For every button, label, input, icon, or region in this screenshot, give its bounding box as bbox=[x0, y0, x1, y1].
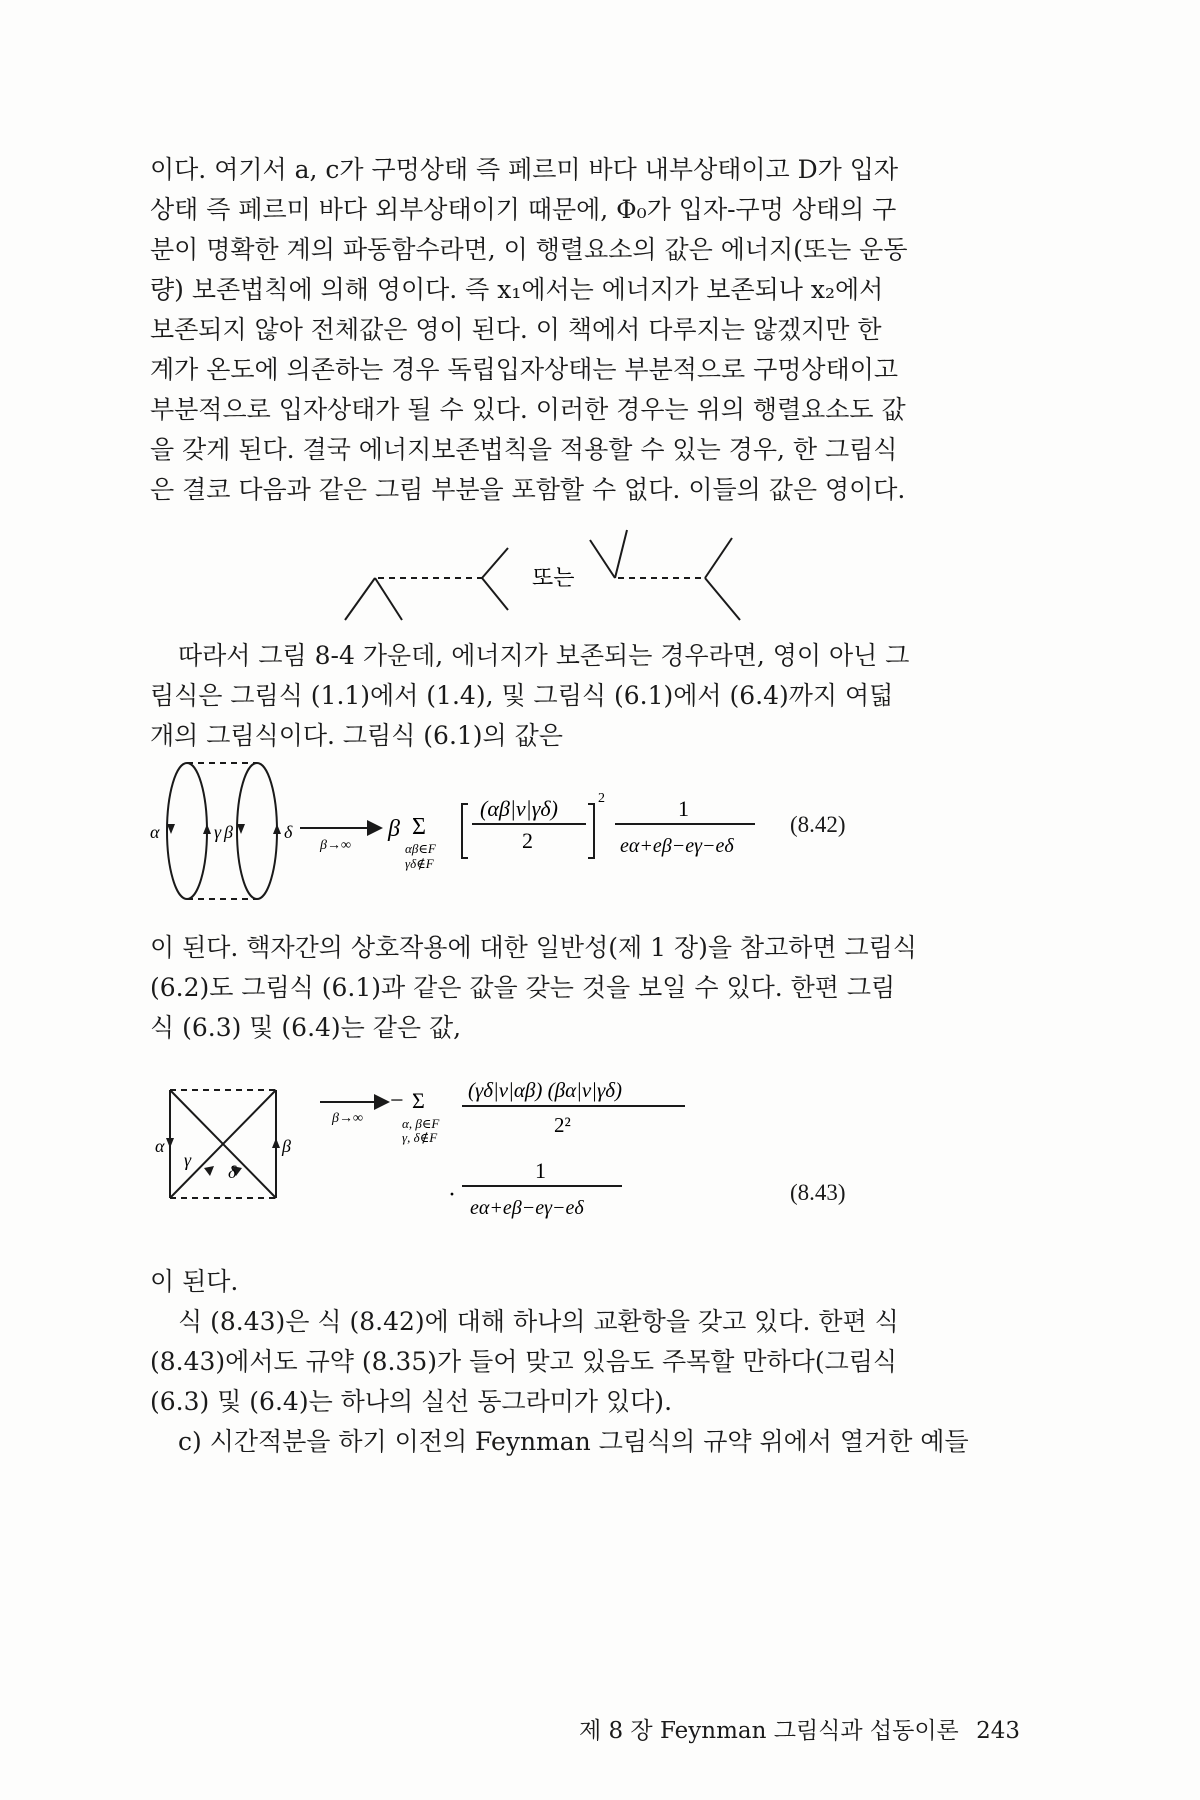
text-line: (6.3) 및 (6.4)는 하나의 실선 동그라미가 있다). bbox=[150, 1387, 673, 1416]
text-line: 이다. 여기서 a, c가 구멍상태 즉 페르미 바다 내부상태이고 D가 입자 bbox=[150, 155, 899, 184]
loop-beta-delta bbox=[237, 763, 277, 899]
arrow-down-icon bbox=[167, 824, 175, 834]
equation-8-42 bbox=[150, 756, 1020, 906]
coefficient: β bbox=[388, 816, 400, 842]
denominator: 2² bbox=[554, 1113, 571, 1137]
text-line: 이 된다. bbox=[150, 1267, 239, 1296]
text-line: 이 된다. 핵자간의 상호작용에 대한 일반성(제 1 장)을 참고하면 그림식 bbox=[150, 933, 917, 962]
text-line: 분이 명확한 계의 파동함수라면, 이 행렬요소의 값은 에너지(또는 운동 bbox=[150, 235, 908, 264]
label-gamma: γ bbox=[214, 822, 222, 842]
label-alpha: α bbox=[155, 1136, 165, 1156]
loop-alpha-gamma bbox=[167, 763, 207, 899]
page bbox=[150, 150, 1020, 1744]
equation-number: (8.43) bbox=[790, 1180, 846, 1205]
power: 2 bbox=[598, 791, 605, 806]
arrow-down-icon bbox=[237, 824, 245, 834]
diagram-line bbox=[705, 578, 740, 620]
sum-subscript-1: α, β∈F bbox=[402, 1116, 440, 1131]
page-footer bbox=[150, 1712, 1020, 1745]
diagram-line bbox=[590, 540, 615, 578]
text-line: 계가 온도에 의존하는 경우 독립입자상태는 부분적으로 구멍상태이고 bbox=[150, 355, 899, 384]
or-label: 또는 bbox=[532, 565, 575, 590]
arrow-up-icon bbox=[272, 1138, 280, 1148]
diagram-line bbox=[345, 578, 375, 620]
diagram-line bbox=[705, 538, 732, 578]
dot-operator: · bbox=[448, 1182, 456, 1208]
arrow-down-icon bbox=[166, 1138, 174, 1148]
equation-8-43-svg bbox=[150, 1062, 1020, 1252]
paragraph-1 bbox=[150, 150, 1020, 510]
forbidden-diagrams-figure bbox=[150, 510, 1020, 630]
limit-label: β→∞ bbox=[320, 838, 351, 853]
text-line: c) 시간적분을 하기 이전의 Feynman 그림식의 규약 위에서 열거한 예들 bbox=[178, 1427, 969, 1456]
sum-symbol: Σ bbox=[412, 1088, 425, 1113]
arrow-up-icon bbox=[203, 824, 211, 834]
text-line: 을 갖게 된다. 결국 에너지보존법칙을 적용할 수 있는 경우, 한 그림식 bbox=[150, 435, 898, 464]
numerator: (αβ|v|γδ) bbox=[480, 796, 558, 821]
sum-symbol: Σ bbox=[412, 814, 426, 840]
label-beta: β bbox=[224, 822, 233, 842]
sum-subscript-1: αβ∈F bbox=[405, 841, 436, 856]
fraction-2-denominator: eα+eβ−eγ−eδ bbox=[470, 1197, 584, 1219]
limit-label: β→∞ bbox=[332, 1111, 363, 1126]
bracket-left bbox=[462, 804, 468, 858]
fraction-2-numerator: 1 bbox=[678, 796, 689, 821]
paragraph-2 bbox=[150, 636, 1020, 756]
text-line: 식 (6.3) 및 (6.4)는 같은 값, bbox=[150, 1013, 462, 1042]
diagram-line bbox=[482, 578, 508, 610]
arrow-up-icon bbox=[273, 824, 281, 834]
text-line: 따라서 그림 8-4 가운데, 에너지가 보존되는 경우라면, 영이 아닌 그 bbox=[178, 641, 910, 670]
minus-sign: − bbox=[390, 1088, 404, 1114]
paragraph-3 bbox=[150, 928, 1020, 1048]
sum-subscript-2: γδ∉F bbox=[405, 856, 434, 871]
text-line: 식 (8.43)은 식 (8.42)에 대해 하나의 교환항을 갖고 있다. 한편 식 bbox=[178, 1307, 899, 1336]
label-alpha: α bbox=[150, 822, 160, 842]
equation-8-42-svg bbox=[150, 756, 1020, 906]
denominator: 2 bbox=[522, 828, 533, 853]
paragraph-5 bbox=[150, 1302, 1020, 1422]
label-beta: β bbox=[282, 1136, 291, 1156]
label-delta: δ bbox=[228, 1162, 237, 1182]
paragraph-4 bbox=[150, 1262, 1020, 1302]
text-line: 부분적으로 입자상태가 될 수 있다. 이러한 경우는 위의 행렬요소도 값 bbox=[150, 395, 906, 424]
text-line: 개의 그림식이다. 그림식 (6.1)의 값은 bbox=[150, 721, 563, 750]
text-line: 상태 즉 페르미 바다 외부상태이기 때문에, Φ₀가 입자-구멍 상태의 구 bbox=[150, 195, 897, 224]
text-line: (6.2)도 그림식 (6.1)과 같은 값을 갖는 것을 보일 수 있다. 한편 그림 bbox=[150, 973, 896, 1002]
equation-8-43 bbox=[150, 1062, 1020, 1252]
text-line: 림식은 그림식 (1.1)에서 (1.4), 및 그림식 (6.1)에서 (6.4)까지 여덟 bbox=[150, 681, 894, 710]
paragraph-6 bbox=[150, 1422, 1020, 1462]
label-gamma: γ bbox=[184, 1150, 192, 1170]
running-header-chapter: 제 8 장 Feynman 그림식과 섭동이론 bbox=[578, 1718, 959, 1744]
text-line: (8.43)에서도 규약 (8.35)가 들어 맞고 있음도 주목할 만하다(그림식 bbox=[150, 1347, 898, 1376]
diagram-line bbox=[375, 578, 402, 620]
numerator: (γδ|v|αβ) (βα|v|γδ) bbox=[468, 1078, 622, 1102]
bracket-right bbox=[588, 804, 594, 858]
fraction-2-numerator: 1 bbox=[535, 1158, 546, 1183]
text-line: 은 결코 다음과 같은 그림 부분을 포함할 수 없다. 이들의 값은 영이다. bbox=[150, 475, 906, 504]
text-line: 량) 보존법칙에 의해 영이다. 즉 x₁에서는 에너지가 보존되나 x₂에서 bbox=[150, 275, 884, 304]
forbidden-diagrams-svg bbox=[150, 510, 1020, 630]
label-delta: δ bbox=[284, 822, 293, 842]
diagram-line bbox=[482, 548, 508, 578]
sum-subscript-2: γ, δ∉F bbox=[402, 1130, 438, 1145]
fraction-2-denominator: eα+eβ−eγ−eδ bbox=[620, 835, 734, 857]
page-number: 243 bbox=[976, 1718, 1020, 1744]
equation-number: (8.42) bbox=[790, 812, 846, 837]
text-line: 보존되지 않아 전체값은 영이 된다. 이 책에서 다루지는 않겠지만 한 bbox=[150, 315, 882, 344]
arrow-diagonal-icon bbox=[204, 1166, 214, 1176]
diagram-line bbox=[615, 530, 627, 578]
